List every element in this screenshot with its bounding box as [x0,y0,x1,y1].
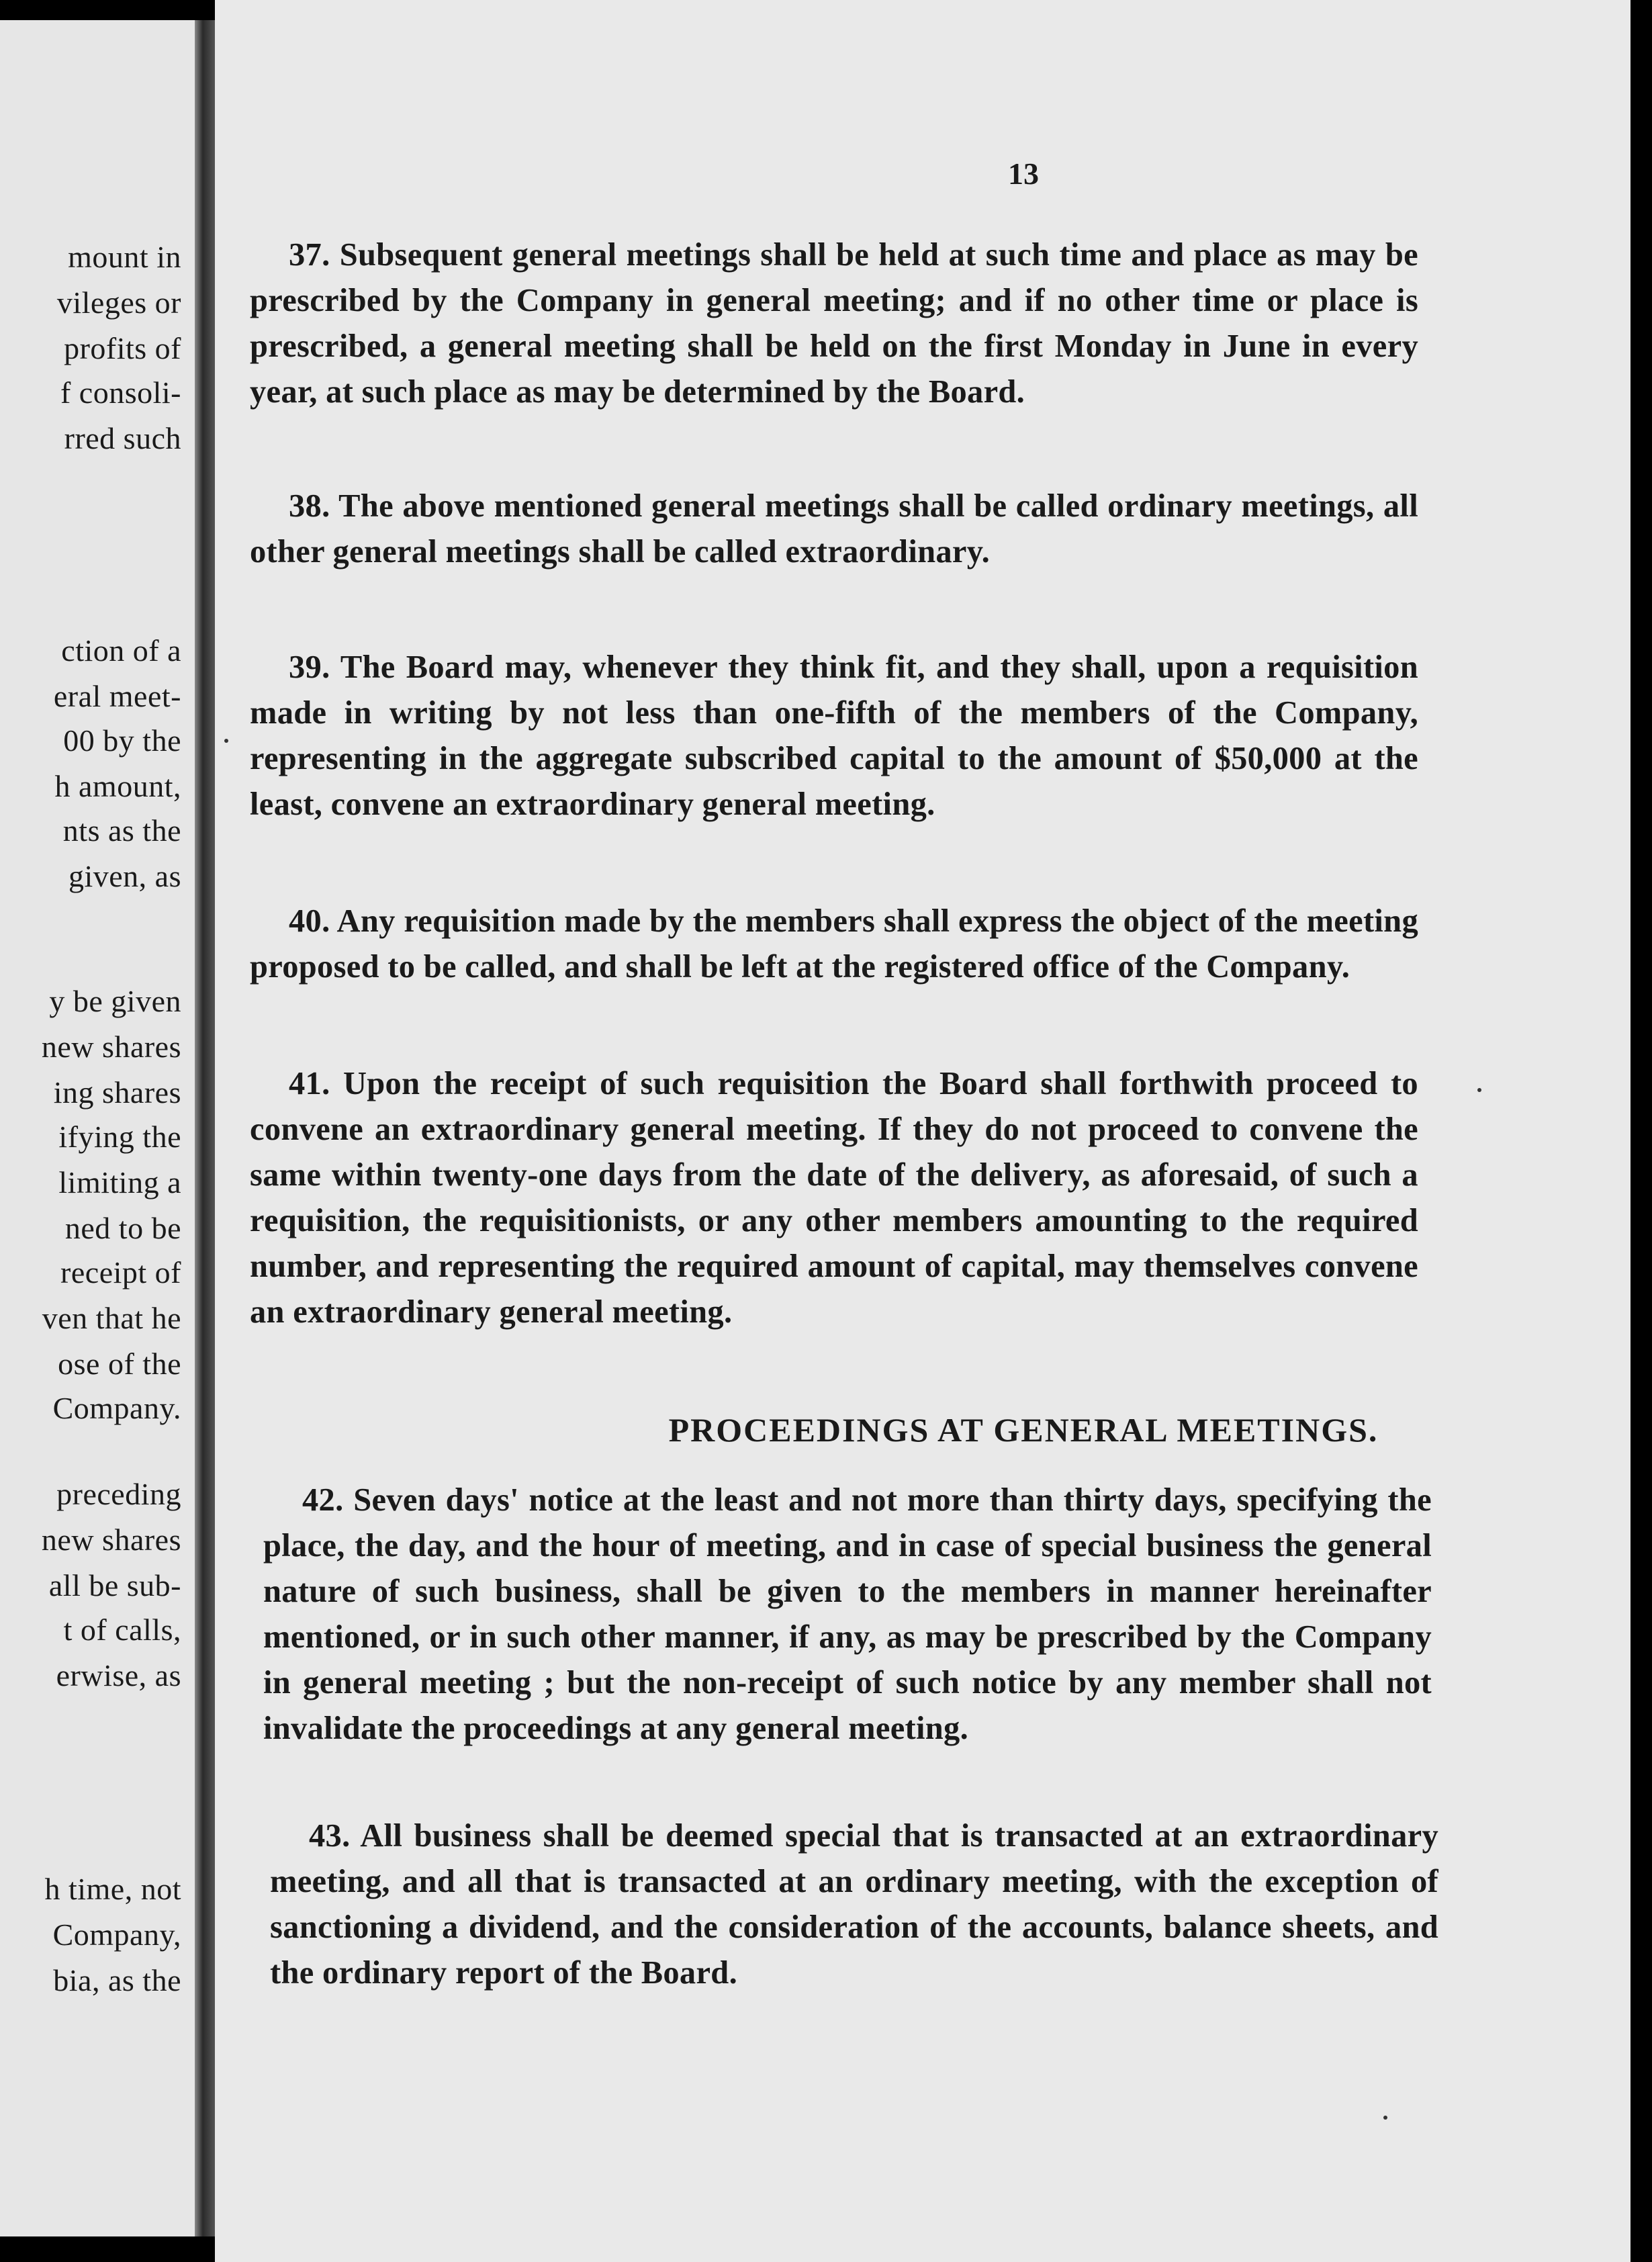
section-heading: PROCEEDINGS AT GENERAL MEETINGS. [668,1411,1379,1449]
left-page-line: ifying the [58,1120,181,1154]
paragraph-text: Any requisition made by the members shall express the object of the meeting proposed to be called, and shall be left at the registered office of the Company. [250,903,1419,985]
paragraph-39 [250,645,1418,827]
left-page-line: Company, [52,1917,181,1952]
dust-speck [1477,1088,1481,1092]
left-page-line: mount in [68,240,181,274]
paragraph-text: Upon the receipt of such requisition the Board shall forthwith proceed to convene an extraordinary general meeting. If they do not proceed to convene the same within twenty-one days from the date of the delivery, as aforesaid, of such a requisition, the requisitionists, or any other members amounting to the required number, and representing the required amount of capital, may themselves convene an extraordinary general meeting. [250,1066,1418,1330]
left-page-line: nts as the [62,813,181,848]
paragraph-number: 42. [302,1482,344,1518]
left-page-line: Company. [52,1391,181,1425]
paragraph-number: 40. [289,903,330,939]
left-page-line: erwise, as [56,1658,181,1692]
left-page-line: h amount, [54,769,181,803]
left-page-line: preceding [56,1477,181,1511]
paragraph-41 [250,1061,1418,1335]
book-gutter [195,20,215,2236]
paragraph-number: 38. [289,488,330,524]
left-page-line: new shares [41,1523,181,1557]
paragraph-text: The above mentioned general meetings shall be called ordinary meetings, all other general meetings shall be called extraordinary. [250,488,1418,570]
left-page-line: y be given [49,984,181,1018]
paragraph-37 [250,232,1418,415]
left-page-line: ose of the [58,1347,181,1381]
page-number: 13 [1008,156,1039,191]
paragraph-number: 39. [289,649,330,685]
left-page-line: 00 by the [63,723,181,758]
dust-speck [1383,2116,1387,2120]
left-page-line: ven that he [42,1301,181,1335]
paragraph-number: 37. [289,237,330,273]
paragraph-38 [250,484,1418,575]
right-page [215,0,1635,2262]
left-page-line: eral meet- [53,679,181,713]
left-page-line: h time, not [44,1872,181,1906]
dust-speck [224,739,228,743]
left-page-line: all be sub- [48,1568,181,1602]
left-page-line: receipt of [60,1255,181,1290]
paragraph-number: 43. [309,1818,351,1854]
left-page-line: limiting a [58,1165,181,1200]
paragraph-text: The Board may, whenever they think fit, and they shall, upon a requisition made in writing by not less than one-fifth of the members of the Company, representing in the aggregate subscribed capital to the amount of $50,000 at the least, convene an extraordinary general meeting. [250,649,1418,822]
left-page-line: bia, as the [53,1963,181,1997]
paragraph-text: Subsequent general meetings shall be held at such time and place as may be prescribed by the Company in general meeting; and if no other time or place is prescribed, a general meeting shall be held on the first Monday in June in every year, at such place as may be determined by the Board. [250,237,1418,410]
left-page-line: ned to be [64,1211,181,1245]
left-page-line: new shares [41,1030,181,1064]
left-page-line: f consoli- [60,375,181,410]
paragraph-text: Seven days' notice at the least and not more than thirty days, specifying the place, the day, and the hour of meeting, and in case of special business the general nature of such business, shall be given to the members in manner hereinafter mentioned, or in such other manner, if any, as may be prescribed by the Company in general meeting ; but the non-receipt of such notice by any member shall not invalidate the proceedings at any general meeting. [263,1482,1432,1746]
left-page-line: ing shares [53,1075,181,1110]
paragraph-40 [250,899,1418,990]
left-page-line: t of calls, [63,1613,181,1647]
paragraph-43 [270,1813,1438,1996]
paragraph-number: 41. [289,1066,330,1101]
scan-border-right [1631,0,1652,2262]
left-page-line: given, as [68,859,181,893]
paragraph-text: All business shall be deemed special that is transacted at an extraordinary meeting, and all that is transacted at an ordinary meeting, with the exception of sanctioning a dividend, and the consideration of the accounts, balance sheets, and the ordinary report of the Board. [270,1818,1439,1991]
left-page-line: rred such [64,421,181,455]
left-page-line: vileges or [56,285,181,320]
left-page-line: profits of [64,331,181,365]
left-page-fragment [0,20,195,2236]
paragraph-42 [263,1478,1432,1752]
left-page-line: ction of a [61,633,181,668]
